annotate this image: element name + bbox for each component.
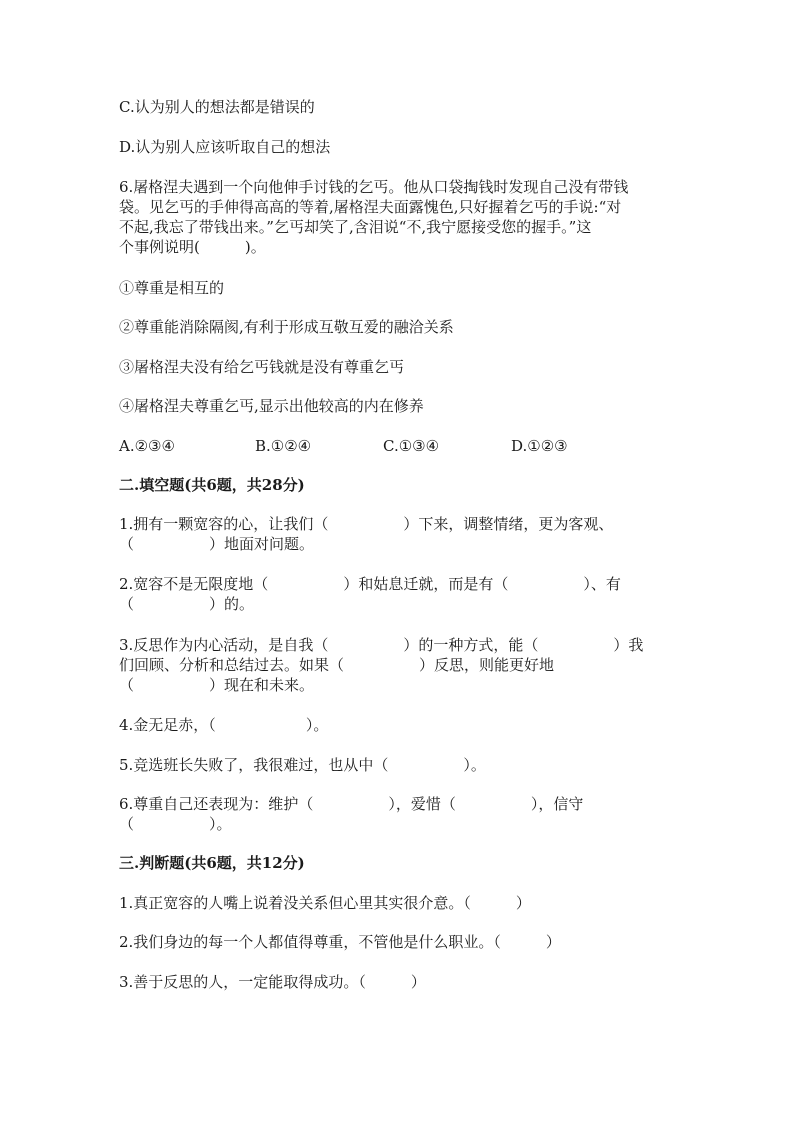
question-stem-line: 个事例说明( )。 [119,238,266,256]
fill-line: （ ）。 [119,815,232,833]
answer-option-a: A.②③④ [119,437,175,455]
fill-line: 5.竞选班长失败了，我很难过，也从中（ ）。 [119,756,486,774]
question-stem-line: 袋。见乞丐的手伸得高高的等着,屠格涅夫面露愧色,只好握着乞丐的手说:“对 [119,198,622,216]
statement-2: ②尊重能消除隔阂,有利于形成互敬互爱的融洽关系 [119,318,454,336]
answer-option-c: C.①③④ [383,437,440,455]
judge-item-3: 3.善于反思的人，一定能取得成功。（ ） [119,973,426,991]
statement-4: ④屠格涅夫尊重乞丐,显示出他较高的内在修养 [119,397,424,415]
fill-line: 2.宽容不是无限度地（ ）和姑息迁就，而是有（ ）、有 [119,575,621,593]
fill-line: （ ）地面对问题。 [119,535,315,553]
statement-3: ③屠格涅夫没有给乞丐钱就是没有尊重乞丐 [119,358,405,376]
fill-line: （ ）现在和未来。 [119,676,315,694]
judge-item-2: 2.我们身边的每一个人都值得尊重，不管他是什么职业。（ ） [119,933,561,951]
answer-option-b: B.①②④ [255,437,312,455]
question-stem-line: 不起,我忘了带钱出来。”乞丐却笑了,含泪说“不,我宁愿接受您的握手。”这 [119,218,592,236]
section-judge-title: 三.判断题(共6题，共12分) [119,854,305,872]
fill-line: 3.反思作为内心活动，是自我（ ）的一种方式，能（ ）我 [119,636,644,654]
fill-line: 们回顾、分析和总结过去。如果（ ）反思，则能更好地 [119,656,555,674]
option-d: D.认为别人应该听取自己的想法 [119,138,331,156]
fill-line: 4.金无足赤，（ ）。 [119,716,329,734]
option-c: C.认为别人的想法都是错误的 [119,98,315,116]
question-stem-line: 6.屠格涅夫遇到一个向他伸手讨钱的乞丐。他从口袋掏钱时发现自己没有带钱 [119,178,629,196]
section-fill-title: 二.填空题(共6题，共28分) [119,476,305,494]
fill-line: （ ）的。 [119,595,255,613]
answer-option-d: D.①②③ [511,437,568,455]
fill-line: 6.尊重自己还表现为：维护（ ），爱惜（ ），信守 [119,795,584,813]
statement-1: ①尊重是相互的 [119,279,225,297]
judge-item-1: 1.真正宽容的人嘴上说着没关系但心里其实很介意。（ ） [119,894,531,912]
fill-line: 1.拥有一颗宽容的心，让我们（ ）下来，调整情绪，更为客观、 [119,515,614,533]
